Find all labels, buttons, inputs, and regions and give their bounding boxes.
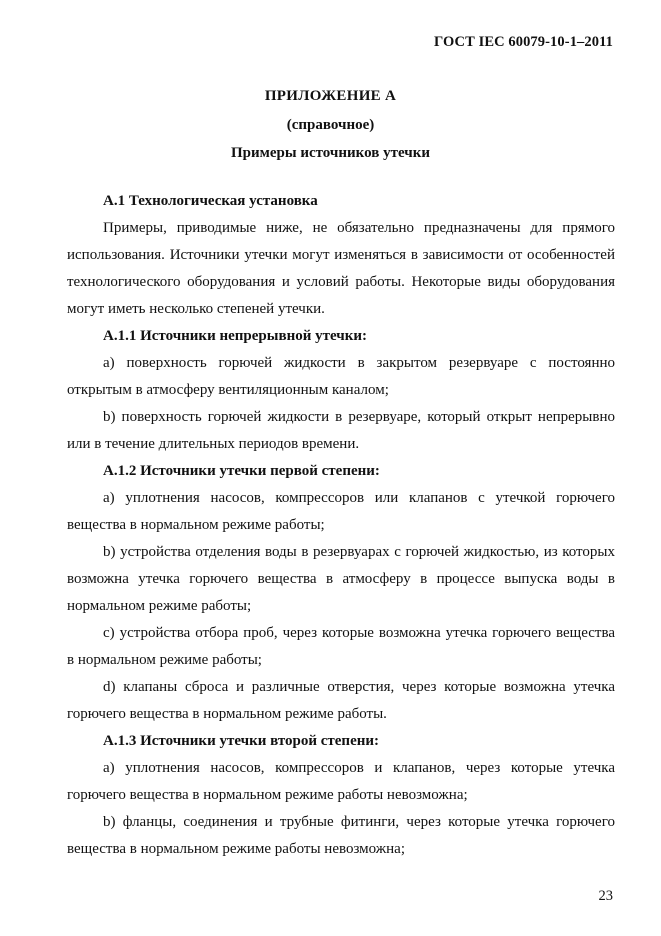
appendix-heading: Примеры источников утечки <box>231 145 430 161</box>
appendix-title: ПРИЛОЖЕНИЕ А <box>264 88 397 104</box>
section-heading-a1-3: А.1.3 Источники утечки второй степени: <box>103 733 380 749</box>
list-item-a1-2-b: b) устройства отделения воды в резервуарах с горючей жидкостью, из которых возможна утечка горючего вещества в атмосферу в процессе выпуска воды в нормальном режиме работы; <box>67 544 615 614</box>
section-heading-a1: А.1 Технологическая установка <box>103 193 318 209</box>
list-item-a1-2-d: d) клапаны сброса и различные отверстия, через которые возможна утечка горючего вещества в нормальном режиме работы. <box>67 679 615 722</box>
section-heading-a1-2: А.1.2 Источники утечки первой степени: <box>103 463 380 479</box>
list-item-a1-2-c: c) устройства отбора проб, через которые возможна утечка горючего вещества в нормальном режиме работы; <box>67 625 615 668</box>
list-item-a1-3-a: a) уплотнения насосов, компрессоров и клапанов, через которые утечка горючего вещества в нормальном режиме работы невозможна; <box>67 760 615 803</box>
list-item-a1-2-a: a) уплотнения насосов, компрессоров или клапанов с утечкой горючего вещества в нормальном режиме работы; <box>67 490 615 533</box>
page-number: 23 <box>598 888 613 904</box>
list-item-a1-3-b: b) фланцы, соединения и трубные фитинги, через которые утечка горючего вещества в нормальном режиме работы невозможна; <box>67 814 615 857</box>
list-item-a1-1-b: b) поверхность горючей жидкости в резервуаре, который открыт непрерывно или в течение длительных периодов времени. <box>67 409 615 452</box>
standard-header: ГОСТ IEC 60079-10-1–2011 <box>433 34 613 50</box>
body-text <box>67 188 615 863</box>
appendix-note: (справочное) <box>286 117 375 133</box>
section-heading-a1-1: А.1.1 Источники непрерывной утечки: <box>103 328 367 344</box>
list-item-a1-1-a: a) поверхность горючей жидкости в закрытом резервуаре с постоянно открытым в атмосферу вентиляционным каналом; <box>67 355 615 398</box>
paragraph-a1-intro: Примеры, приводимые ниже, не обязательно предназначены для прямого использования. Источники утечки могут изменяться в зависимости от особенностей технологического оборудования и условий работы. Некоторые виды оборудования могут иметь несколько степеней утечки. <box>67 220 615 317</box>
